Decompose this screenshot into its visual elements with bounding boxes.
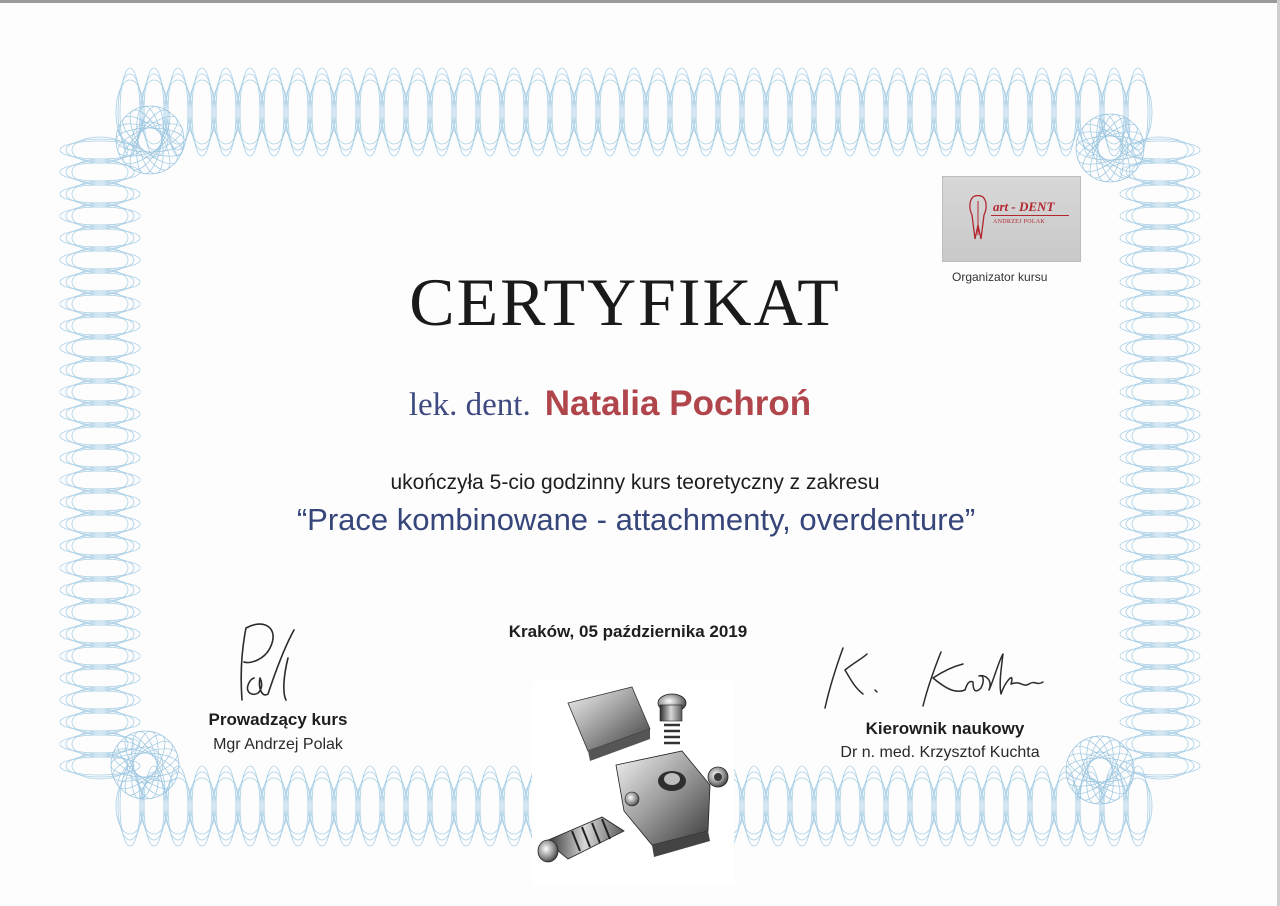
- signature-right: [815, 640, 1055, 720]
- logo-divider: [991, 215, 1069, 216]
- recipient-line: [0, 384, 1220, 424]
- signatory-left-role: Prowadzący kurs: [208, 710, 348, 729]
- signatory-right-role: Kierownik naukowy: [865, 719, 1025, 738]
- border-left-band: [60, 137, 140, 779]
- attachment-device-illustration: [532, 681, 734, 885]
- course-title: “Prace kombinowane - attachmenty, overdenture”: [296, 502, 976, 537]
- completion-text: ukończyła 5-cio godzinny kurs teoretyczny z zakresu: [390, 471, 880, 494]
- signature-left: [224, 618, 314, 708]
- place-date: Kraków, 05 października 2019: [508, 622, 748, 641]
- signatory-left-name: Mgr Andrzej Polak: [213, 736, 343, 753]
- signatory-right-name: Dr n. med. Krzysztof Kuchta: [840, 744, 1040, 761]
- tooth-icon: [967, 195, 989, 241]
- organizer-label: Organizator kursu: [952, 270, 1048, 284]
- border-right-band: [1120, 137, 1200, 779]
- recipient-prefix: lek. dent.: [408, 387, 531, 423]
- organizer-logo: [942, 176, 1081, 262]
- logo-owner-text: ANDRZEJ POLAK: [993, 219, 1046, 225]
- border-top-band: [116, 68, 1152, 156]
- logo-brand-text: art - DENT: [993, 199, 1055, 214]
- certificate-title: CERTYFIKAT: [409, 264, 841, 340]
- recipient-name: Natalia Pochroń: [544, 384, 812, 423]
